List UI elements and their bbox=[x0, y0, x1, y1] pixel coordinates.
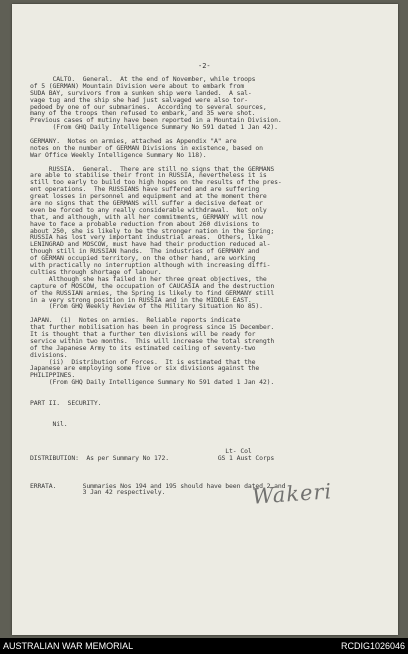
text-line: RUSSIA. General. There are still no signs that the GERMANS bbox=[30, 164, 275, 173]
text-line: even be forced to any really considerable withdrawal. Not only bbox=[30, 205, 267, 214]
text-line: GERMANY. Notes on armies, attached as Appendix "A" are bbox=[30, 137, 237, 146]
signature: Wakeri bbox=[251, 479, 333, 509]
text-line: that further mobilisation has been in progress since 15 December. bbox=[30, 323, 275, 332]
text-line: CALTO. General. At the end of November, while troops bbox=[30, 75, 256, 83]
text-line: notes on the number of GERMAN Divisions in existence, based on bbox=[30, 143, 263, 152]
text-line: Although she has failed in her three great objectives, the bbox=[30, 274, 267, 283]
text-line: PART II. SECURITY. bbox=[30, 398, 102, 407]
text-line: War Office Weekly Intelligence Summary No 118). bbox=[30, 150, 207, 159]
text-line bbox=[30, 386, 285, 393]
text-line: culties through shortage of labour. bbox=[30, 267, 162, 276]
text-line: capture of MOSCOW, the occupation of CAUCASIA and the destruction bbox=[30, 281, 275, 290]
text-line: though still in RUSSIAN hands. The industries of GERMANY and bbox=[30, 247, 260, 256]
text-line: 3 Jan 42 respectively. bbox=[30, 488, 166, 497]
text-line: with practically no interruption although with increasing diffi- bbox=[30, 261, 271, 270]
text-line bbox=[30, 462, 285, 469]
page-number: -2- bbox=[198, 62, 211, 70]
text-line: have to face a probable reduction from about 260 divisions to bbox=[30, 219, 260, 228]
text-line bbox=[30, 434, 285, 441]
text-line: of GERMAN occupied territory, on the other hand, are working bbox=[30, 254, 256, 263]
text-line: It is thought that a further ten divisions will be ready for bbox=[30, 329, 256, 338]
text-line: Lt- Col bbox=[30, 447, 252, 456]
text-line: Japanese are employing some five or six divisions against the bbox=[30, 364, 260, 373]
text-line: are able to stabilise their front in RUSSIA, nevertheless it is bbox=[30, 171, 267, 180]
text-line: Previous cases of mutiny have been reported in a Mountain Division. bbox=[30, 116, 282, 125]
text-line: SUDA BAY, survivors from a sunken ship were landed. A sal- bbox=[30, 88, 252, 97]
text-line: divisions. bbox=[30, 350, 68, 359]
footer-archive-name: AUSTRALIAN WAR MEMORIAL bbox=[3, 641, 134, 651]
document-page bbox=[12, 4, 398, 635]
text-line: Nil. bbox=[30, 419, 68, 428]
text-line: ent operations. The RUSSIANS have suffered and are suffering bbox=[30, 185, 260, 194]
text-line: (ii) Distribution of Forces. It is estimated that the bbox=[30, 357, 256, 366]
text-line: ERRATA. Summaries Nos 194 and 195 should have been dated 2 and bbox=[30, 481, 286, 490]
text-line bbox=[30, 427, 285, 434]
text-line: JAPAN. (i) Notes on armies. Reliable reports indicate bbox=[30, 316, 241, 325]
text-line bbox=[30, 414, 285, 421]
text-line: of 5 (GERMAN) Mountain Division were about to embark from bbox=[30, 81, 245, 90]
text-line: (From GHQ Daily Intelligence Summary No 591 dated 1 Jan 42). bbox=[30, 123, 278, 132]
footer-record-id: RCDIG1026046 bbox=[340, 641, 405, 651]
text-line: great losses in personnel and equipment and at the moment there bbox=[30, 192, 267, 201]
text-line: of the RUSSIAN armies, the Spring is likely to find GERMANY still bbox=[30, 288, 275, 297]
text-line: many of the troops then refused to embark, and 35 were shot. bbox=[30, 109, 256, 118]
text-line: of the Japanese Army to its estimated ceiling of seventy-two bbox=[30, 343, 256, 352]
text-line: (From GHQ Weekly Review of the Military Situation No 85). bbox=[30, 302, 263, 311]
text-line: vage tug and the ship she had just salvaged were also tor- bbox=[30, 95, 248, 104]
text-line: pedoed by one of our submarines. According to several sources, bbox=[30, 102, 267, 111]
archive-footer bbox=[0, 638, 408, 654]
text-line: PHILIPPINES. bbox=[30, 371, 76, 380]
text-line: in a very strong position in RUSSIA and in the MIDDLE EAST. bbox=[30, 295, 252, 304]
text-line: that, and although, with all her commitments, GERMANY will now bbox=[30, 212, 263, 221]
text-line: service within two months. This will increase the total strength bbox=[30, 336, 275, 345]
text-line bbox=[30, 469, 285, 476]
text-line: still too early to build too high hopes on the results of the pres- bbox=[30, 178, 282, 187]
text-line: LENINGRAD and MOSCOW, must have had their production reduced al- bbox=[30, 240, 271, 249]
text-line bbox=[30, 407, 285, 414]
text-line: (From GHQ Daily Intelligence Summary No 591 dated 1 Jan 42). bbox=[30, 378, 275, 387]
text-line: are no signs that the GERMANS will suffer a decisive defeat or bbox=[30, 199, 263, 208]
text-line: RUSSIA has lost very important industrial areas. Others, like bbox=[30, 233, 263, 242]
text-line: about 250, she is likely to be the stronger nation in the Spring; bbox=[30, 226, 275, 235]
text-line: DISTRIBUTION: As per Summary No 172. GS 1 Aust Corps bbox=[30, 453, 275, 462]
document-text bbox=[30, 76, 285, 496]
